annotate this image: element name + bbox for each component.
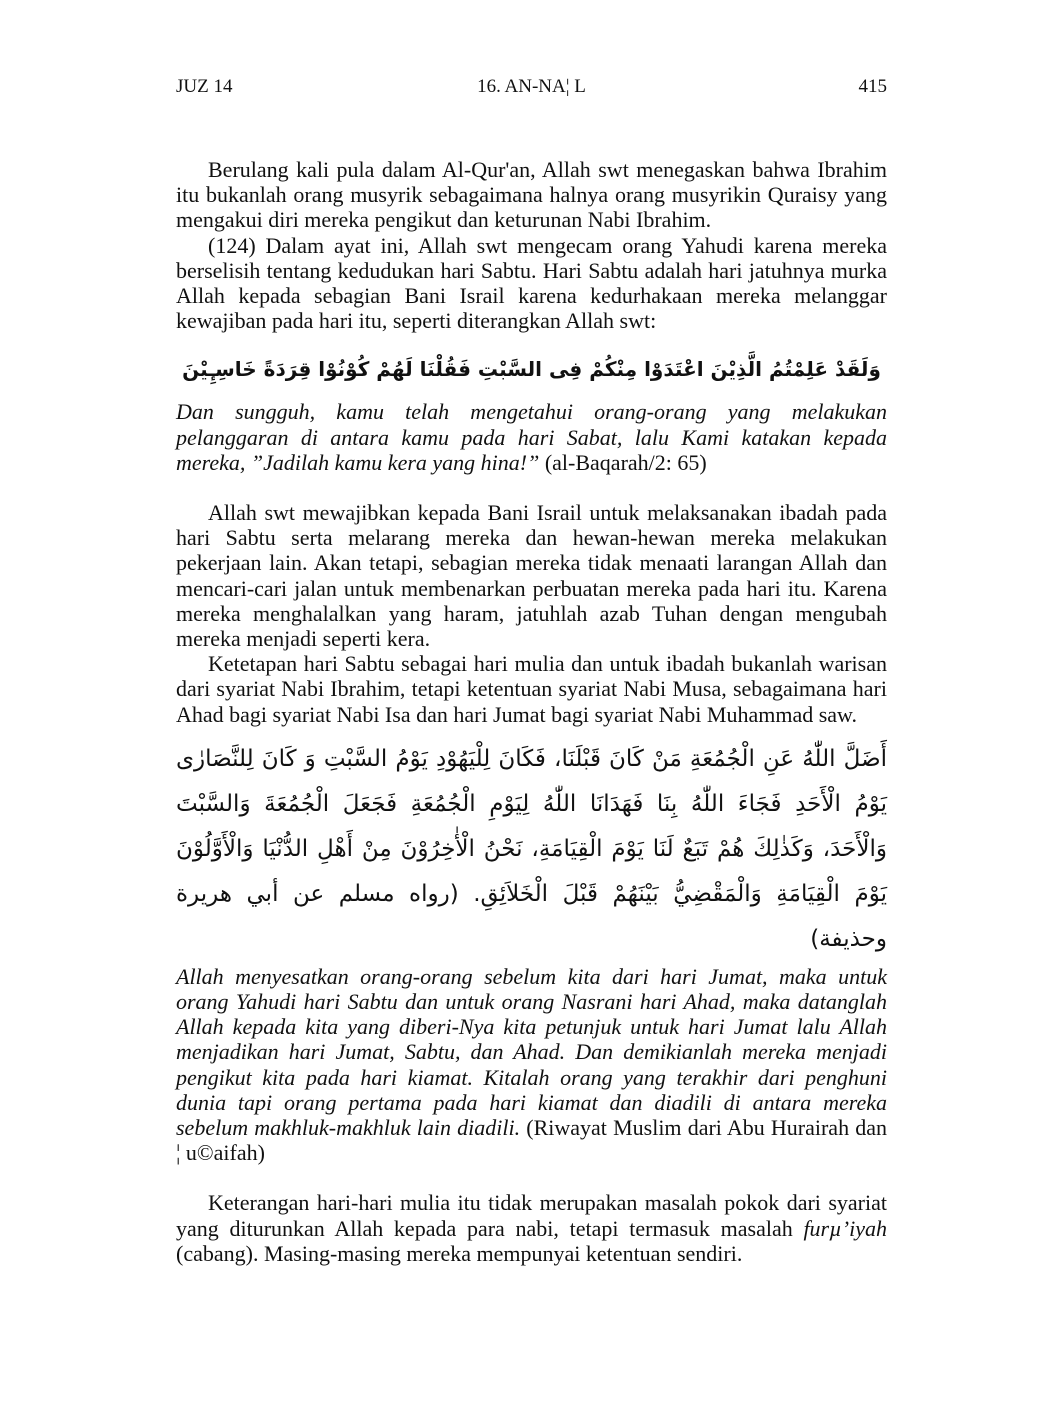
paragraph-5-term: furµ’iyah xyxy=(803,1215,887,1241)
spacer xyxy=(176,475,887,500)
surah-title: 16. AN-NA¦ L xyxy=(477,76,586,97)
paragraph-1: Berulang kali pula dalam Al-Qur'an, Allah swt menegaskan bahwa Ibrahim itu bukanlah orang musyrik sebagaimana halnya orang musyrikin Quraisy yang mengakui diri mereka pengikut dan keturunan Nabi Ibrahim. xyxy=(176,157,887,233)
paragraph-3: Allah swt mewajibkan kepada Bani Israil untuk melaksanakan ibadah pada hari Sabtu serta melarang mereka dan hewan-hewan mereka melakukan pekerjaan lain. Akan tetapi, sebagian mereka tidak menaati larangan Allah dan mencari-cari jalan untuk membenarkan perbuatan mereka pada hari itu. Karena mereka menghalalkan yang haram, jatuhlah azab Tuhan dengan mengubah mereka menjadi seperti kera. xyxy=(176,500,887,652)
paragraph-5 xyxy=(176,1190,887,1266)
hadith-translation xyxy=(176,964,887,1166)
quran-verse-arabic: وَلَقَدْ عَلِمْتُمُ الَّذِيْنَ اعْتَدَوْا مِنْكُمْ فِى السَّبْتِ فَقُلْنَا لَهُمْ كُوْنُوْا قِرَدَةً خَاسِـِٕيْنَ xyxy=(182,357,881,382)
paragraph-4: Ketetapan hari Sabtu sebagai hari mulia dan untuk ibadah bukanlah warisan dari syariat Nabi Ibrahim, tetapi ketentuan syariat Nabi Musa, sebagaimana hari Ahad bagi syariat Nabi Isa dan hari Jumat bagi syariat Nabi Muhammad saw. xyxy=(176,651,887,727)
hadith-arabic: أَضَلَّ اللّٰهُ عَنِ الْجُمُعَةِ مَنْ كَانَ قَبْلَنَا، فَكَانَ لِلْيَهُوْدِ يَوْمُ السَّبْتِ وَ كَانَ لِلنَّصَارٰى يَوْمُ الْأَحَدِ فَجَاءَ اللّٰهُ بِنَا فَهَدَانَا اللّٰهُ لِيَوْمِ الْجُمُعَةِ فَجَعَلَ الْجُمُعَةَ وَالسَّبْتَ وَالْأَحَدَ، وَكَذٰلِكَ هُمْ تَبَعٌ لَنَا يَوْمَ الْقِيَامَةِ، نَحْنُ الْأٰخِرُوْنَ مِنْ أَهْلِ الدُّنْيَا وَالْأَوَّلُوْنَ يَوْمَ الْقِيَامَةِ وَالْمَقْضِيُّ بَيْنَهُمْ قَبْلَ الْخَلاَئِقِ. (رواه مسلم عن أبي هريرة وحذيفة) xyxy=(176,745,887,952)
verse-translation-text: Dan sungguh, kamu telah mengetahui orang-orang yang melakukan pelanggaran di antara kamu pada hari Sabat, lalu Kami katakan kepada mereka, ”Jadilah kamu kera yang hina!” xyxy=(176,399,887,475)
spacer xyxy=(176,1165,887,1190)
verse-reference: (al-Baqarah/2: 65) xyxy=(539,449,707,475)
page-header xyxy=(176,76,887,104)
page-number: 415 xyxy=(858,76,887,97)
paragraph-5-end: (cabang). Masing-masing mereka mempunyai ketentuan sendiri. xyxy=(176,1240,743,1266)
hadith-translation-text: Allah menyesatkan orang-orang sebelum kita dari hari Jumat, maka untuk orang Yahudi hari Sabtu dan untuk orang Nasrani hari Ahad, maka datanglah Allah kepada kita yang diberi-Nya kita petunjuk untuk hari Jumat lalu Allah menjadikan hari Jumat, Sabtu, dan Ahad. Dan demikianlah mereka menjadi pengikut kita pada hari kiamat. Kitalah orang yang terakhir dari penghuni dunia tapi orang pertama pada hari kiamat dan diadili di antara mereka sebelum makhluk-makhluk lain diadili. xyxy=(176,963,887,1141)
verse-translation xyxy=(176,399,887,475)
hadith-reference: (Riwayat Muslim dari Abu Hurairah dan ¦ u©aifah) xyxy=(176,1115,887,1166)
paragraph-2: (124) Dalam ayat ini, Allah swt mengecam orang Yahudi karena mereka berselisih tentang kedudukan hari Sabtu. Hari Sabtu adalah hari jatuhnya murka Allah kepada sebagian Bani Israil karena kedurhakaan mereka melanggar kewajiban pada hari itu, seperti diterangkan Allah swt: xyxy=(176,232,887,334)
page-body xyxy=(176,157,887,1266)
juz-label: JUZ 14 xyxy=(176,76,233,97)
paragraph-5-start: Keterangan hari-hari mulia itu tidak merupakan masalah pokok dari syariat yang diturunkan Allah kepada para nabi, tetapi termasuk masalah xyxy=(176,1190,887,1241)
